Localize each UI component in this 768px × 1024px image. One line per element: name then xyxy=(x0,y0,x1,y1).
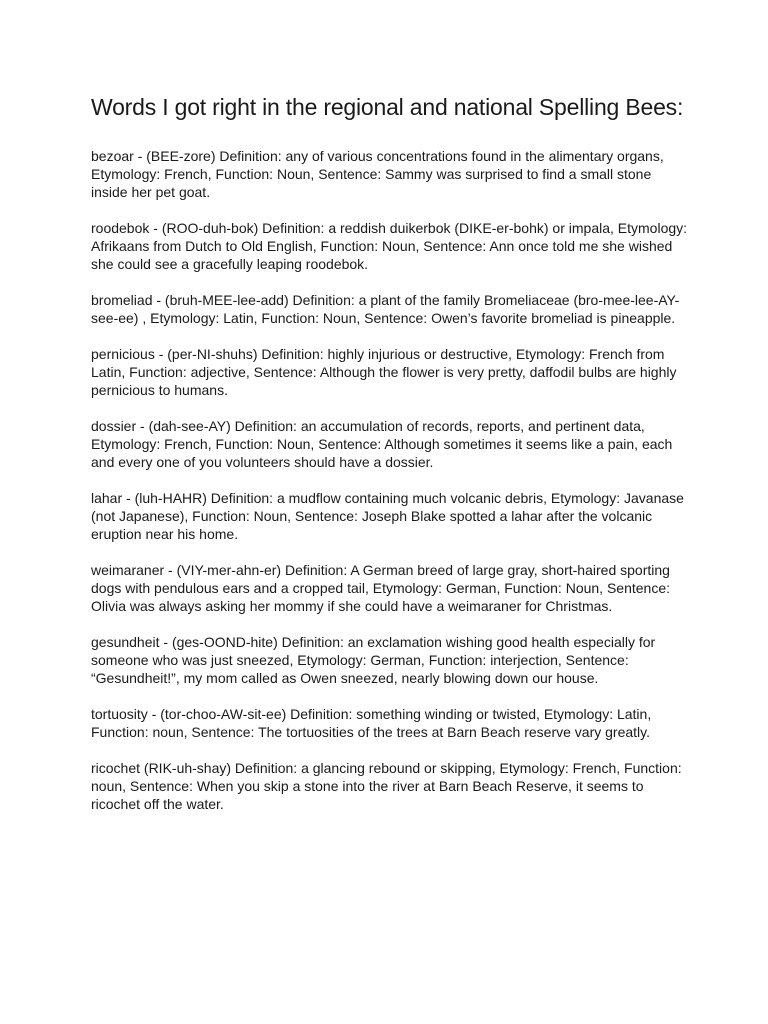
entry-ricochet: ricochet (RIK-uh-shay) Definition: a glancing rebound or skipping, Etymology: French, Function: noun, Sentence: When you skip a stone into the river at Barn Beach Reserve, it seems to ricochet off the water. xyxy=(91,760,682,812)
document-page xyxy=(91,93,691,831)
entry-dossier: dossier - (dah-see-AY) Definition: an accumulation of records, reports, and pertinent data, Etymology: French, Function: Noun, Sentence: Although sometimes it seems like a pain, each and every one of you volunteers should have a dossier. xyxy=(91,418,673,470)
entry-gesundheit: gesundheit - (ges-OOND-hite) Definition: an exclamation wishing good health especially for someone who was just sneezed, Etymology: German, Function: interjection, Sentence: “Gesundheit!”, my mom called as Owen sneezed, nearly blowing down our house. xyxy=(91,634,656,686)
entry-roodebok: roodebok - (ROO-duh-bok) Definition: a reddish duikerbok (DIKE-er-bohk) or impala, Etymology: Afrikaans from Dutch to Old English, Function: Noun, Sentence: Ann once told me she wished she could see a gracefully leaping roodebok. xyxy=(91,220,688,272)
entry-pernicious: pernicious - (per-NI-shuhs) Definition: highly injurious or destructive, Etymology: French from Latin, Function: adjective, Sentence: Although the flower is very pretty, daffodil bulbs are highly pernicious to humans. xyxy=(91,346,677,398)
entry-weimaraner: weimaraner - (VIY-mer-ahn-er) Definition: A German breed of large gray, short-haired sporting dogs with pendulous ears and a cropped tail, Etymology: German, Function: Noun, Sentence: Olivia was always asking her mommy if she could have a weimaraner for Christmas. xyxy=(91,562,671,614)
entry-bezoar: bezoar - (BEE-zore) Definition: any of various concentrations found in the alimentary organs, Etymology: French, Function: Noun, Sentence: Sammy was surprised to find a small stone inside her pet goat. xyxy=(91,148,664,200)
entry-lahar: lahar - (luh-HAHR) Definition: a mudflow containing much volcanic debris, Etymology: Javanase (not Japanese), Function: Noun, Sentence: Joseph Blake spotted a lahar after the volcanic eruption near his home. xyxy=(91,490,684,542)
entry-bromeliad: bromeliad - (bruh-MEE-lee-add) Definition: a plant of the family Bromeliaceae (bro-mee-lee-AY-see-ee) , Etymology: Latin, Function: Noun, Sentence: Owen’s favorite bromeliad is pineapple. xyxy=(91,292,680,326)
entry-tortuosity: tortuosity - (tor-choo-AW-sit-ee) Definition: something winding or twisted, Etymology: Latin, Function: noun, Sentence: The tortuosities of the trees at Barn Beach reserve vary greatly. xyxy=(91,706,652,740)
document-title: Words I got right in the regional and national Spelling Bees: xyxy=(91,94,684,120)
